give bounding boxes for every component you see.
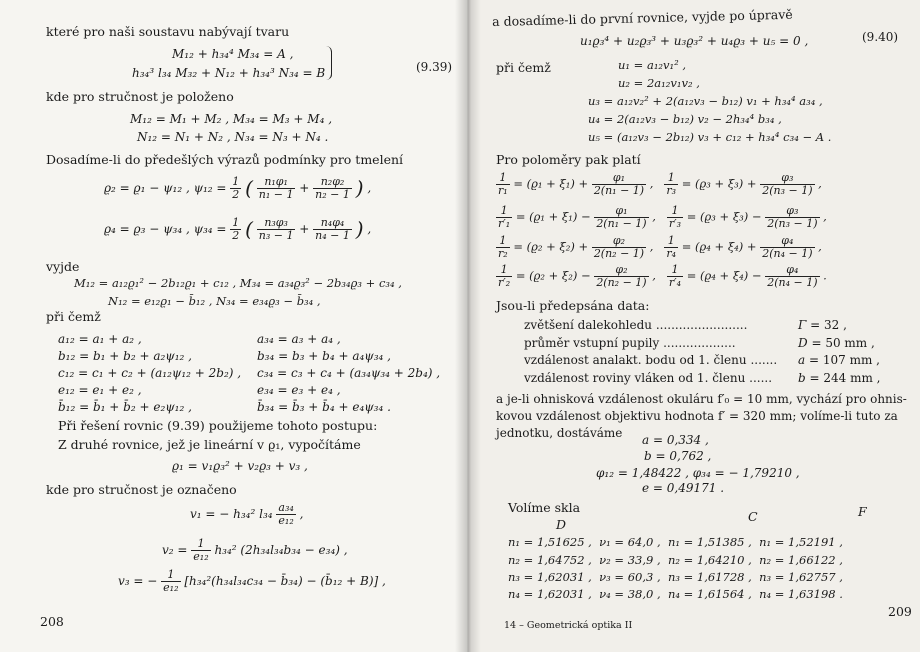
rho2-frac1-den: n₁ − 1 [258, 188, 294, 201]
glass-d: n₄ = 1,62031 , [508, 587, 592, 601]
v2-rhs: h₃₄² (2h₃₄l₃₄b₃₄ − e₃₄) , [214, 543, 348, 557]
glass-row [508, 535, 843, 549]
data-val: = 107 mm , [808, 353, 880, 367]
radius-mid: = (ϱ₂ + ξ₂) − [515, 268, 595, 283]
data-value [798, 353, 880, 368]
kde-text: kde pro stručnost je položeno [46, 89, 234, 104]
radius-fd: 2(n₂ − 1) [596, 276, 647, 289]
half-num: 1 [232, 175, 240, 188]
equation-940-label: (9.40) [862, 30, 899, 44]
radius-fd: 2(n₁ − 1) [596, 217, 647, 230]
radius-fd: 2(n₂ − 1) [593, 247, 645, 260]
result-e: e = 0,49171 . [642, 481, 725, 495]
radius-fn2: φ₃ [765, 205, 819, 218]
v1-frac [276, 502, 295, 527]
glass-d: n₁ = 1,51625 , [508, 535, 592, 549]
coef-left-row: e₁₂ = e₁ + e₂ , [58, 383, 142, 397]
radius-fn: φ₁ [592, 172, 646, 185]
radius-lhs2: r₄ [666, 247, 677, 260]
result-phi: φ₁₂ = 1,48422 , φ₃₄ = − 1,79210 , [596, 466, 800, 480]
u-line: u₃ = a₁₂v₂² + 2(a₁₂v₃ − b₁₂) v₁ + h₃₄⁴ a₃₄ , [588, 94, 823, 108]
glass-c: n₂ = 1,64210 , [667, 553, 752, 567]
z-druhe-text: Z druhé rovnice, jež je lineární v ϱ₁, vypočítáme [58, 437, 361, 452]
data-row [524, 371, 772, 386]
right-intro-text: a dosadíme-li do první rovnice, vyjde po úpravě [492, 6, 793, 29]
glass-row [508, 587, 843, 601]
radius-lhs: r₁ [498, 184, 508, 197]
rho2-frac2-den: n₂ − 1 [315, 188, 350, 201]
data-val: = 244 mm , [809, 371, 881, 385]
pricemz-text: při čemž [46, 309, 101, 324]
page-number-right: 209 [888, 604, 912, 619]
v2-den: e₁₂ [193, 550, 209, 563]
glass-c: n₄ = 1,61564 , [667, 587, 752, 601]
radius-fn: φ₁ [594, 205, 648, 218]
u-line: u₁ = a₁₂v₁² , [618, 58, 687, 72]
column-C-header: C [748, 509, 758, 524]
result-b: b = 0,762 , [644, 449, 712, 463]
radius-fd2: 2(n₄ − 1) [767, 276, 818, 289]
v2-lhs: v₂ = [162, 543, 192, 557]
right-pricemz: při čemž [496, 60, 551, 75]
kde2-text: kde pro stručnost je označeno [46, 482, 237, 497]
u-line: u₂ = 2a₁₂v₁v₂ , [618, 76, 700, 90]
v1-den: e₁₂ [278, 514, 294, 527]
radius-fd2: 2(n₄ − 1) [762, 247, 813, 260]
glass-row [508, 570, 843, 584]
data-label: průměr vstupní pupily [524, 336, 660, 350]
v2-equation [162, 538, 348, 563]
glass-c: n₃ = 1,61728 , [667, 570, 752, 584]
data-dots: ....... [750, 353, 778, 367]
radius-fn2: φ₄ [760, 235, 814, 248]
data-val: = 50 mm , [811, 336, 875, 350]
equation-939-line2: h₃₄³ l₃₄ M₃₂ + N₁₂ + h₃₄³ N₃₄ = B , [132, 66, 333, 80]
data-val: = 32 , [810, 318, 847, 332]
data-dots: ........................ [655, 318, 748, 332]
glass-v: ν₃ = 60,3 , [599, 570, 661, 584]
coef-left-row: b₁₂ = b₁ + b₂ + a₂ψ₁₂ , [58, 349, 192, 363]
v1-lhs: v₁ = − h₃₄² l₃₄ [190, 507, 273, 521]
data-label: vzdálenost analakt. bodu od 1. členu [524, 353, 747, 367]
equation-940: u₁ϱ₃⁴ + u₂ϱ₃³ + u₃ϱ₃² + u₄ϱ₃ + u₅ = 0 , [580, 34, 809, 48]
rho4-frac1 [257, 217, 296, 242]
v1-num: a₃₄ [278, 501, 294, 514]
radius-row: $\frac{1}{\text{r′₁}}$ = (ϱ₁ + ξ₁) − $\frac{\text{φ₁}}{\text{2(n₁ − 1)}}$ , $\frac{1}{\text{r′₃}}$ = (ϱ₃ + ξ₃) − $\frac{\text{φ₃}}{\text{2(n₃ − 1)}}$ , [498, 204, 827, 230]
v3-lhs: v₃ = − [118, 574, 162, 588]
result-a: a = 0,334 , [642, 433, 709, 447]
radius-fd2: 2(n₃ − 1) [762, 184, 813, 197]
data-label: vzdálenost roviny vláken od 1. členu [524, 371, 746, 385]
half-den: 2 [232, 188, 240, 201]
radius-fn: φ₂ [594, 264, 648, 277]
page-footer: 14 – Geometrická optika II [504, 620, 633, 631]
data-row [524, 336, 736, 351]
column-F-header: F [858, 504, 867, 519]
coef-left-row: a₁₂ = a₁ + a₂ , [58, 332, 142, 346]
definition-line1: M₁₂ = M₁ + M₂ , M₃₄ = M₃ + M₄ , [130, 112, 333, 126]
data-value [798, 371, 881, 386]
data-label: zvětšení dalekohledu [524, 318, 653, 332]
rho2-lhs: ϱ₂ = ϱ₁ − ψ₁₂ , ψ₁₂ = [104, 181, 231, 195]
radius-row: $\frac{1}{\text{r₁}}$ = (ϱ₁ + ξ₁) + $\frac{\text{φ₁}}{\text{2(n₁ − 1)}}$ , $\frac{1}{\text{r₃}}$ = (ϱ₃ + ξ₃) + $\frac{\text{φ₃}}{\text{2(n₃ − 1)}}$ , [498, 171, 822, 197]
volime-text: Volíme skla [508, 500, 581, 515]
page-number-left: 208 [40, 614, 64, 629]
equation-939-line1: M₁₂ + h₃₄⁴ M₃₄ = A , [172, 47, 294, 61]
data-row [524, 353, 777, 368]
radius-fn2: φ₃ [760, 172, 814, 185]
glass-v: ν₁ = 64,0 , [599, 535, 661, 549]
definition-line2: N₁₂ = N₁ + N₂ , N₃₄ = N₃ + N₄ . [137, 130, 329, 144]
data-symbol: Γ [798, 318, 807, 332]
radius-mid2: = (ϱ₄ + ξ₄) − [686, 268, 766, 283]
radius-lhs2: r′₃ [668, 217, 682, 230]
radius-mid: = (ϱ₁ + ξ₁) + [513, 176, 592, 191]
rho2-equation: ϱ₂ = ϱ₁ − ψ₁₂ , ψ₁₂ = $\frac{1}{2}$ ( $\frac{\text{n₁φ₁}}{\text{n₁ − 1}}$ + $\frac{\text{n₂φ₂}}{\text{n₂ − 1}}$ ) , [104, 175, 372, 201]
vyjde-line2: N₁₂ = e₁₂ϱ₁ − b̄₁₂ , N₃₄ = e₃₄ϱ₃ − b̄₃₄ , [108, 294, 321, 308]
rho2-frac2 [313, 176, 352, 201]
rho4-frac1-den: n₃ − 1 [258, 229, 294, 242]
radius-fd: 2(n₁ − 1) [593, 184, 645, 197]
radius-mid2: = (ϱ₃ + ξ₃) − [686, 209, 766, 224]
intro-text: které pro naši soustavu nabývají tvaru [46, 24, 290, 39]
glass-f: n₂ = 1,66122 , [759, 553, 843, 567]
jsouli-text: Jsou-li předepsána data: [496, 298, 650, 313]
radius-lhs: r₂ [498, 247, 508, 260]
data-dots: ................... [663, 336, 736, 350]
glass-f: n₃ = 1,62757 , [759, 570, 843, 584]
v3-frac [161, 569, 180, 594]
v2-num: 1 [191, 538, 210, 551]
rho2-frac1 [257, 176, 296, 201]
glass-row [508, 553, 843, 567]
glass-f: n₁ = 1,52191 , [759, 535, 843, 549]
coef-right-row: e₃₄ = e₃ + e₄ , [257, 383, 341, 397]
dosadime-text: Dosadíme-li do předešlých výrazů podmínky pro tmelení [46, 152, 404, 167]
data-symbol: a [798, 353, 806, 367]
data-dots: ...... [749, 371, 773, 385]
data-row [524, 318, 747, 333]
v2-frac [191, 538, 210, 563]
rho2-frac2-num: n₂φ₂ [313, 176, 352, 189]
radius-lhs: r′₁ [498, 217, 511, 230]
radius-fd2: 2(n₃ − 1) [767, 217, 818, 230]
resenim-text: Při řešení rovnic (9.39) použijeme tohoto postupu: [58, 418, 378, 433]
glass-v: ν₄ = 38,0 , [599, 587, 661, 601]
equation-brace [325, 46, 332, 80]
glass-d: n₃ = 1,62031 , [508, 570, 592, 584]
equation-939-label: (9.39) [416, 60, 453, 74]
glass-d: n₂ = 1,64752 , [508, 553, 592, 567]
rho4-frac1-num: n₃φ₃ [257, 217, 296, 230]
rho2-frac1-num: n₁φ₁ [257, 176, 296, 189]
rho4-frac2-num: n₄φ₄ [313, 217, 352, 230]
coef-right-row: b₃₄ = b₃ + b₄ + a₄ψ₃₄ , [257, 349, 391, 363]
glass-c: n₁ = 1,51385 , [667, 535, 752, 549]
column-D-header: D [556, 517, 567, 532]
coef-left-row: c₁₂ = c₁ + c₂ + (a₁₂ψ₁₂ + 2b₂) , [58, 366, 242, 380]
half-num-2: 1 [232, 216, 240, 229]
polomery-text: Pro poloměry pak platí [496, 152, 641, 167]
data-symbol: D [798, 336, 808, 350]
radius-fn2: φ₄ [765, 264, 819, 277]
coef-right-row: b̄₃₄ = b̄₃ + b̄₄ + e₄ψ₃₄ . [257, 400, 391, 414]
rho1-equation: ϱ₁ = v₁ϱ₃² + v₂ϱ₃ + v₃ , [172, 459, 308, 473]
data-symbol: b [798, 371, 806, 385]
v3-equation [118, 569, 386, 594]
data-value [798, 336, 875, 351]
v1-equation: v₁ = − h₃₄² l₃₄ $\frac{\text{a₃₄}}{\text{e₁₂}}$ , [190, 501, 304, 527]
paragraph-line3: jednotku, dostáváme [496, 426, 623, 440]
half-den-2: 2 [232, 229, 240, 242]
radius-mid: = (ϱ₂ + ξ₂) + [513, 239, 592, 254]
coef-right-row: c₃₄ = c₃ + c₄ + (a₃₄ψ₃₄ + 2b₄) , [257, 366, 441, 380]
right-page [468, 0, 920, 652]
u-line: u₄ = 2(a₁₂v₃ − b₁₂) v₂ − 2h₃₄⁴ b₃₄ , [588, 112, 782, 126]
radius-lhs: r′₂ [498, 276, 511, 289]
v3-den: e₁₂ [163, 581, 179, 594]
data-value [798, 318, 847, 333]
radius-lhs2: r₃ [666, 184, 677, 197]
paragraph-line1: a je-li ohnisková vzdálenost okuláru f′₀ = 10 mm, vychází pro ohnis- [496, 392, 907, 406]
u-line: u₅ = (a₁₂v₃ − 2b₁₂) v₃ + c₁₂ + h₃₄⁴ c₃₄ − A . [588, 130, 832, 144]
radius-lhs2: r′₄ [668, 276, 682, 289]
radius-mid2: = (ϱ₄ + ξ₄) + [681, 239, 761, 254]
rho4-frac2 [313, 217, 352, 242]
rho4-frac2-den: n₄ − 1 [315, 229, 350, 242]
radius-row: $\frac{1}{\text{r₂}}$ = (ϱ₂ + ξ₂) + $\frac{\text{φ₂}}{\text{2(n₂ − 1)}}$ , $\frac{1}{\text{r₄}}$ = (ϱ₄ + ξ₄) + $\frac{\text{φ₄}}{\text{2(n₄ − 1)}}$ , [498, 234, 822, 260]
radius-mid: = (ϱ₁ + ξ₁) − [515, 209, 595, 224]
vyjde-line1: M₁₂ = a₁₂ϱ₁² − 2b₁₂ϱ₁ + c₁₂ , M₃₄ = a₃₄ϱ₃² − 2b₃₄ϱ₃ + c₃₄ , [74, 276, 402, 290]
rho4-lhs: ϱ₄ = ϱ₃ − ψ₃₄ , ψ₃₄ = [104, 222, 231, 236]
half-fraction [230, 176, 241, 201]
v3-num: 1 [161, 569, 180, 582]
radius-row: $\frac{1}{\text{r′₂}}$ = (ϱ₂ + ξ₂) − $\frac{\text{φ₂}}{\text{2(n₂ − 1)}}$ , $\frac{1}{\text{r′₄}}$ = (ϱ₄ + ξ₄) − $\frac{\text{φ₄}}{\text{2(n₄ − 1)}}$ . [498, 263, 827, 289]
glass-v: ν₂ = 33,9 , [599, 553, 661, 567]
coef-left-row: b̄₁₂ = b̄₁ + b̄₂ + e₂ψ₁₂ , [58, 400, 192, 414]
coef-right-row: a₃₄ = a₃ + a₄ , [257, 332, 341, 346]
glass-f: n₄ = 1,63198 . [759, 587, 843, 601]
book-gutter-shadow [455, 0, 481, 652]
vyjde-text: vyjde [46, 259, 80, 274]
radius-mid2: = (ϱ₃ + ξ₃) + [681, 176, 761, 191]
paragraph-line2: kovou vzdálenost objektivu hodnota f′ = 320 mm; volíme-li tuto za [496, 409, 898, 423]
rho4-equation: ϱ₄ = ϱ₃ − ψ₃₄ , ψ₃₄ = $\frac{1}{2}$ ( $\frac{\text{n₃φ₃}}{\text{n₃ − 1}}$ + $\frac{\text{n₄φ₄}}{\text{n₄ − 1}}$ ) , [104, 216, 372, 242]
radius-fn: φ₂ [592, 235, 646, 248]
half-fraction-2 [230, 217, 241, 242]
v3-rhs: [h₃₄²(h₃₄l₃₄c₃₄ − b̄₃₄) − (b̄₁₂ + B)] , [184, 574, 386, 588]
